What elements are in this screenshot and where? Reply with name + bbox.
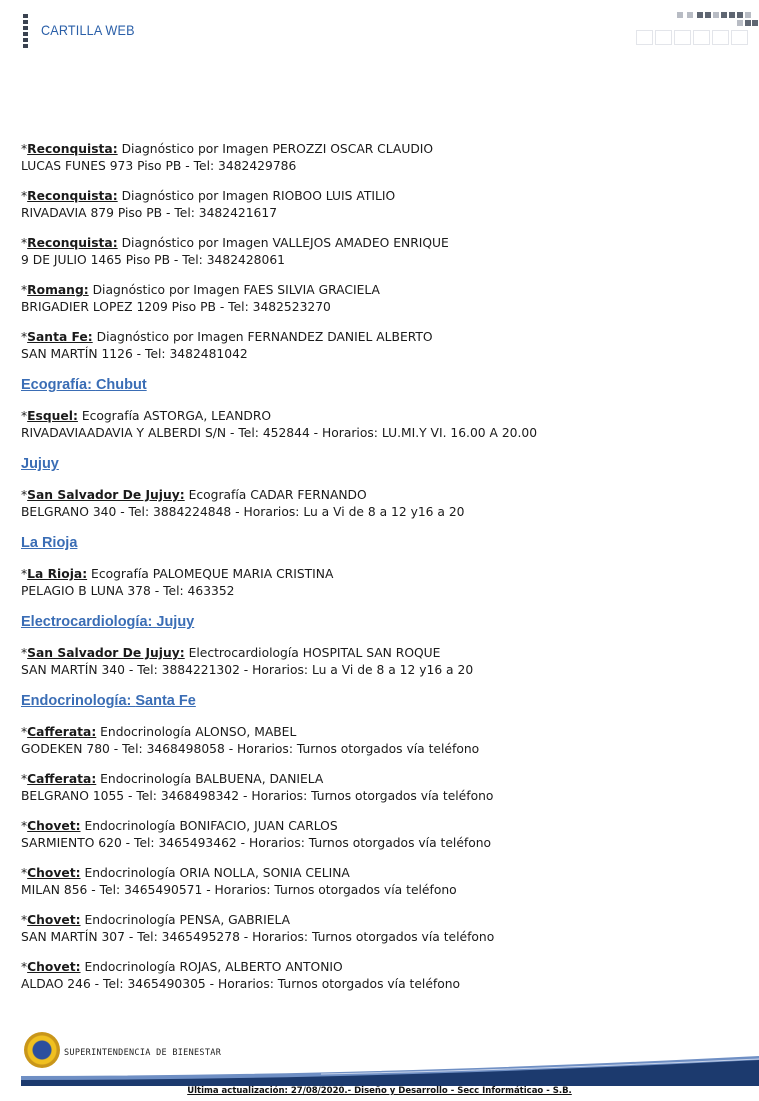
decor-square: [687, 12, 693, 18]
bullet-asterisk: *: [21, 330, 28, 344]
section-heading-eco-chubut: [21, 376, 741, 394]
entry-description: Ecografía PALOMEQUE MARIA CRISTINA: [87, 567, 334, 581]
list-item: [21, 141, 741, 175]
entry-city: San Salvador De Jujuy:: [27, 646, 185, 660]
footer-update-note: [0, 1086, 759, 1096]
footer-org-name: SUPERINTENDENCIA DE BIENESTAR: [64, 1048, 222, 1058]
list-item: [21, 282, 741, 316]
header-decoration-grid: [634, 12, 759, 48]
entry-city: Romang:: [27, 283, 89, 297]
entry-address: BELGRANO 340 - Tel: 3884224848 - Horarios: Lu a Vi de 8 a 12 y16 a 20: [21, 505, 465, 519]
entry-city: Chovet:: [27, 913, 81, 927]
decor-square: [752, 20, 758, 26]
section-province-link[interactable]: La Rioja: [21, 535, 78, 551]
bullet-asterisk: *: [21, 409, 28, 423]
decor-square: [737, 20, 743, 26]
entry-city: Santa Fe:: [27, 330, 93, 344]
entry-city: Reconquista:: [27, 142, 118, 156]
entry-description: Endocrinología ORIA NOLLA, SONIA CELINA: [80, 866, 350, 880]
entry-city: Reconquista:: [27, 236, 118, 250]
section-heading-la-rioja: [21, 534, 741, 552]
entries-top: [21, 141, 741, 363]
bullet-asterisk: *: [21, 866, 28, 880]
header-title: CARTILLA WEB: [41, 22, 135, 38]
list-item: [21, 724, 741, 758]
decor-square: [729, 12, 735, 18]
entries-endo-santafe: [21, 724, 741, 993]
list-item: [21, 329, 741, 363]
list-item: [21, 865, 741, 899]
bullet-asterisk: *: [21, 189, 28, 203]
decor-square: [677, 12, 683, 18]
entry-address: RIVADAVIA 879 Piso PB - Tel: 3482421617: [21, 206, 278, 220]
bullet-asterisk: *: [21, 819, 28, 833]
bullet-asterisk: *: [21, 567, 28, 581]
entry-city: Chovet:: [27, 866, 81, 880]
section-province-link[interactable]: Chubut: [95, 377, 147, 393]
page-footer: [0, 1028, 759, 1101]
section-province-link[interactable]: Jujuy: [156, 614, 195, 630]
decor-square: [745, 20, 751, 26]
entry-description: Endocrinología ALONSO, MABEL: [96, 725, 297, 739]
bullet-asterisk: *: [21, 772, 28, 786]
entry-city: Esquel:: [27, 409, 78, 423]
decor-square: [721, 12, 727, 18]
decor-square: [713, 12, 719, 18]
entry-description: Endocrinología PENSA, GABRIELA: [80, 913, 291, 927]
entry-description: Endocrinología ROJAS, ALBERTO ANTONIO: [80, 960, 343, 974]
entry-address: GODEKEN 780 - Tel: 3468498058 - Horarios: Turnos otorgados vía teléfono: [21, 742, 480, 756]
section-province-link[interactable]: Jujuy: [21, 456, 59, 472]
entry-city: Chovet:: [27, 819, 81, 833]
bullet-asterisk: *: [21, 725, 28, 739]
bullet-asterisk: *: [21, 960, 28, 974]
entries-la-rioja: [21, 566, 741, 600]
list-item: [21, 645, 741, 679]
bullet-asterisk: *: [21, 142, 28, 156]
section-province-link[interactable]: Santa Fe: [135, 693, 196, 709]
entry-address: RIVADAVIAADAVIA Y ALBERDI S/N - Tel: 452844 - Horarios: LU.MI.Y VI. 16.00 A 20.00: [21, 426, 538, 440]
entry-address: BRIGADIER LOPEZ 1209 Piso PB - Tel: 3482523270: [21, 300, 331, 314]
entry-address: ALDAO 246 - Tel: 3465490305 - Horarios: Turnos otorgados vía teléfono: [21, 977, 461, 991]
footer-note-text: Ultima actualización: 27/08/2020.- Diseño y Desarrollo - Secc Informáticao - S.B.: [187, 1086, 572, 1096]
entry-description: Diagnóstico por Imagen FERNANDEZ DANIEL ALBERTO: [92, 330, 433, 344]
entry-address: SAN MARTÍN 1126 - Tel: 3482481042: [21, 347, 248, 361]
decor-outline-square: [636, 30, 653, 45]
bullet-asterisk: *: [21, 646, 28, 660]
superintendencia-logo: [24, 1032, 60, 1068]
entry-description: Endocrinología BONIFACIO, JUAN CARLOS: [80, 819, 338, 833]
entry-address: SAN MARTÍN 340 - Tel: 3884221302 - Horarios: Lu a Vi de 8 a 12 y16 a 20: [21, 663, 474, 677]
list-item: [21, 566, 741, 600]
decor-outline-square: [731, 30, 748, 45]
entry-address: SAN MARTÍN 307 - Tel: 3465495278 - Horarios: Turnos otorgados vía teléfono: [21, 930, 495, 944]
list-item: [21, 188, 741, 222]
bullet-asterisk: *: [21, 283, 28, 297]
bullet-asterisk: *: [21, 236, 28, 250]
entry-address: SARMIENTO 620 - Tel: 3465493462 - Horarios: Turnos otorgados vía teléfono: [21, 836, 492, 850]
entries-eco-chubut: [21, 408, 741, 442]
decor-square: [745, 12, 751, 18]
entry-address: PELAGIO B LUNA 378 - Tel: 463352: [21, 584, 235, 598]
entry-description: Diagnóstico por Imagen PEROZZI OSCAR CLAUDIO: [117, 142, 434, 156]
entry-address: LUCAS FUNES 973 Piso PB - Tel: 3482429786: [21, 159, 297, 173]
header-accent-bar: [23, 14, 28, 48]
decor-outline-square: [674, 30, 691, 45]
section-heading-electro-jujuy: [21, 613, 741, 631]
entry-city: Reconquista:: [27, 189, 118, 203]
page-header: [0, 0, 759, 60]
entry-description: Electrocardiología HOSPITAL SAN ROQUE: [184, 646, 441, 660]
entry-description: Diagnóstico por Imagen VALLEJOS AMADEO ENRIQUE: [117, 236, 449, 250]
list-item: [21, 235, 741, 269]
decor-square: [697, 12, 703, 18]
list-item: [21, 771, 741, 805]
decor-outline-square: [712, 30, 729, 45]
footer-wave-band: [21, 1056, 759, 1086]
section-heading-jujuy: [21, 455, 741, 473]
entries-jujuy: [21, 487, 741, 521]
bullet-asterisk: *: [21, 488, 28, 502]
list-item: [21, 959, 741, 993]
entry-description: Diagnóstico por Imagen RIOBOO LUIS ATILIO: [117, 189, 396, 203]
bullet-asterisk: *: [21, 913, 28, 927]
section-prefix-link[interactable]: Ecografía:: [21, 377, 96, 393]
entry-city: Cafferata:: [27, 725, 97, 739]
entry-city: Cafferata:: [27, 772, 97, 786]
entry-address: BELGRANO 1055 - Tel: 3468498342 - Horarios: Turnos otorgados vía teléfono: [21, 789, 494, 803]
entry-address: 9 DE JULIO 1465 Piso PB - Tel: 3482428061: [21, 253, 285, 267]
entry-city: San Salvador De Jujuy:: [27, 488, 185, 502]
entry-address: MILAN 856 - Tel: 3465490571 - Horarios: Turnos otorgados vía teléfono: [21, 883, 457, 897]
entry-description: Endocrinología BALBUENA, DANIELA: [96, 772, 324, 786]
list-item: [21, 912, 741, 946]
entry-description: Diagnóstico por Imagen FAES SILVIA GRACIELA: [88, 283, 380, 297]
decor-outline-square: [693, 30, 710, 45]
section-heading-endo-santafe: [21, 692, 741, 710]
entry-city: La Rioja:: [27, 567, 88, 581]
decor-square: [705, 12, 711, 18]
section-prefix-link[interactable]: Endocrinología:: [21, 693, 136, 709]
entry-description: Ecografía ASTORGA, LEANDRO: [77, 409, 272, 423]
list-item: [21, 408, 741, 442]
section-prefix-link[interactable]: Electrocardiología:: [21, 614, 157, 630]
directory-listing: [21, 141, 741, 1006]
decor-outline-square: [655, 30, 672, 45]
list-item: [21, 487, 741, 521]
list-item: [21, 818, 741, 852]
entry-city: Chovet:: [27, 960, 81, 974]
entry-description: Ecografía CADAR FERNANDO: [184, 488, 367, 502]
entries-electro-jujuy: [21, 645, 741, 679]
decor-square: [737, 12, 743, 18]
